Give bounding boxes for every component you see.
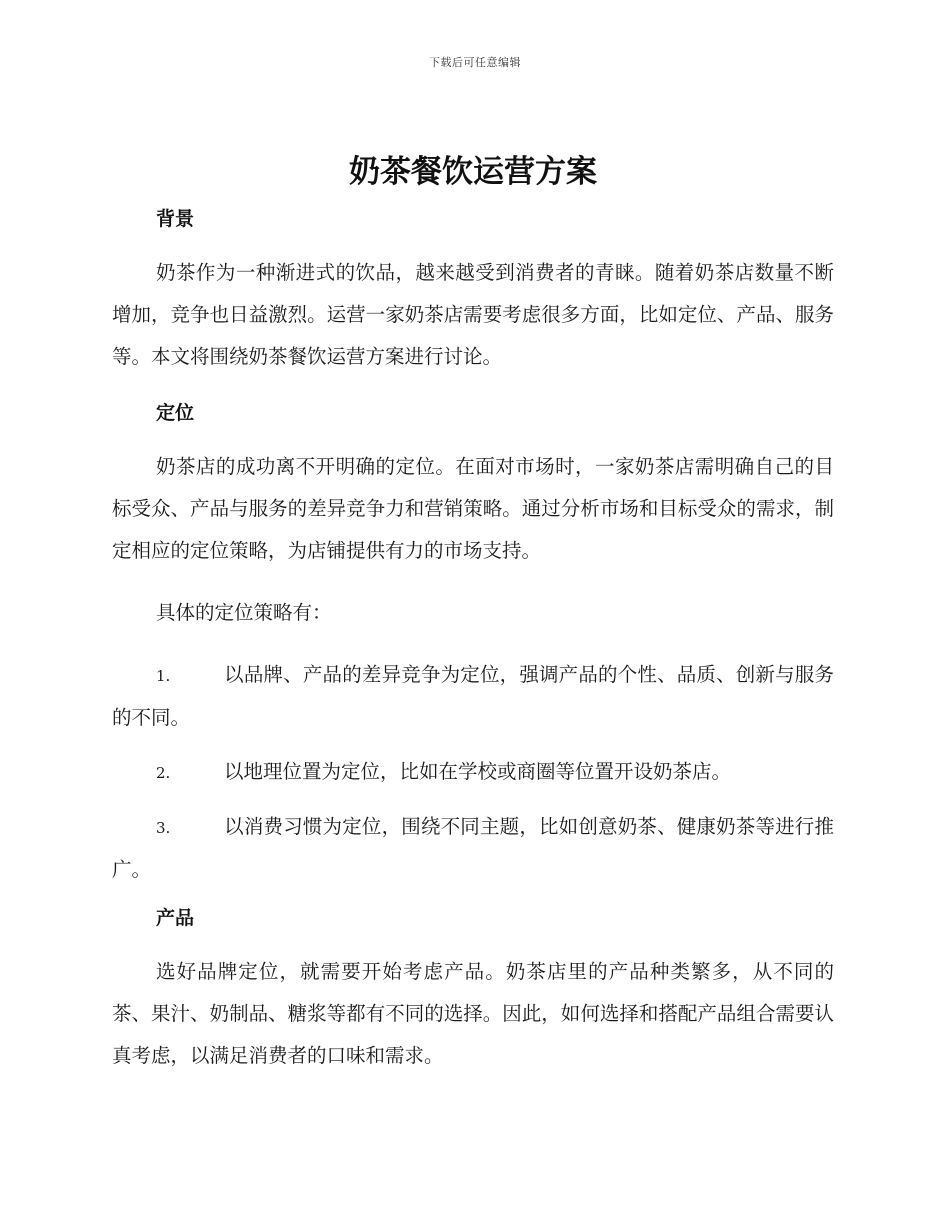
section-heading-product: 产品 (156, 907, 195, 929)
list-item (112, 751, 834, 794)
list-item-number: 1. (156, 667, 171, 685)
list-item (112, 806, 834, 891)
document-title: 奶茶餐饮运营方案 (349, 154, 597, 190)
page-header-note: 下载后可任意编辑 (429, 56, 521, 69)
list-item-text: 以地理位置为定位，比如在学校或商圈等位置开设奶茶店。 (224, 760, 732, 783)
document-body (112, 148, 834, 1097)
list-item-text: 以品牌、产品的差异竞争为定位，强调产品的个性、品质、创新与服务的不同。 (112, 663, 834, 729)
product-paragraph: 选好品牌定位，就需要开始考虑产品。奶茶店里的产品种类繁多，从不同的茶、果汁、奶制品、糖浆等都有不同的选择。因此，如何选择和搭配产品组合需要认真考虑，以满足消费者的口味和需求。 (112, 960, 834, 1067)
list-item-text: 以消费习惯为定位，围绕不同主题，比如创意奶茶、健康奶茶等进行推广。 (112, 815, 834, 881)
background-paragraph: 奶茶作为一种渐进式的饮品，越来越受到消费者的青睐。随着奶茶店数量不断增加，竞争也日益激烈。运营一家奶茶店需要考虑很多方面，比如定位、产品、服务等。本文将围绕奶茶餐饮运营方案进行讨论。 (112, 261, 834, 368)
positioning-strategy-intro: 具体的定位策略有： (156, 601, 332, 624)
list-item (112, 654, 834, 739)
section-heading-background: 背景 (156, 208, 195, 230)
list-item-number: 3. (156, 819, 171, 837)
section-heading-positioning: 定位 (156, 402, 195, 424)
list-item-number: 2. (156, 764, 171, 782)
positioning-paragraph: 奶茶店的成功离不开明确的定位。在面对市场时，一家奶茶店需明确自己的目标受众、产品与服务的差异竞争力和营销策略。通过分析市场和目标受众的需求，制定相应的定位策略，为店铺提供有力的市场支持。 (112, 455, 834, 562)
